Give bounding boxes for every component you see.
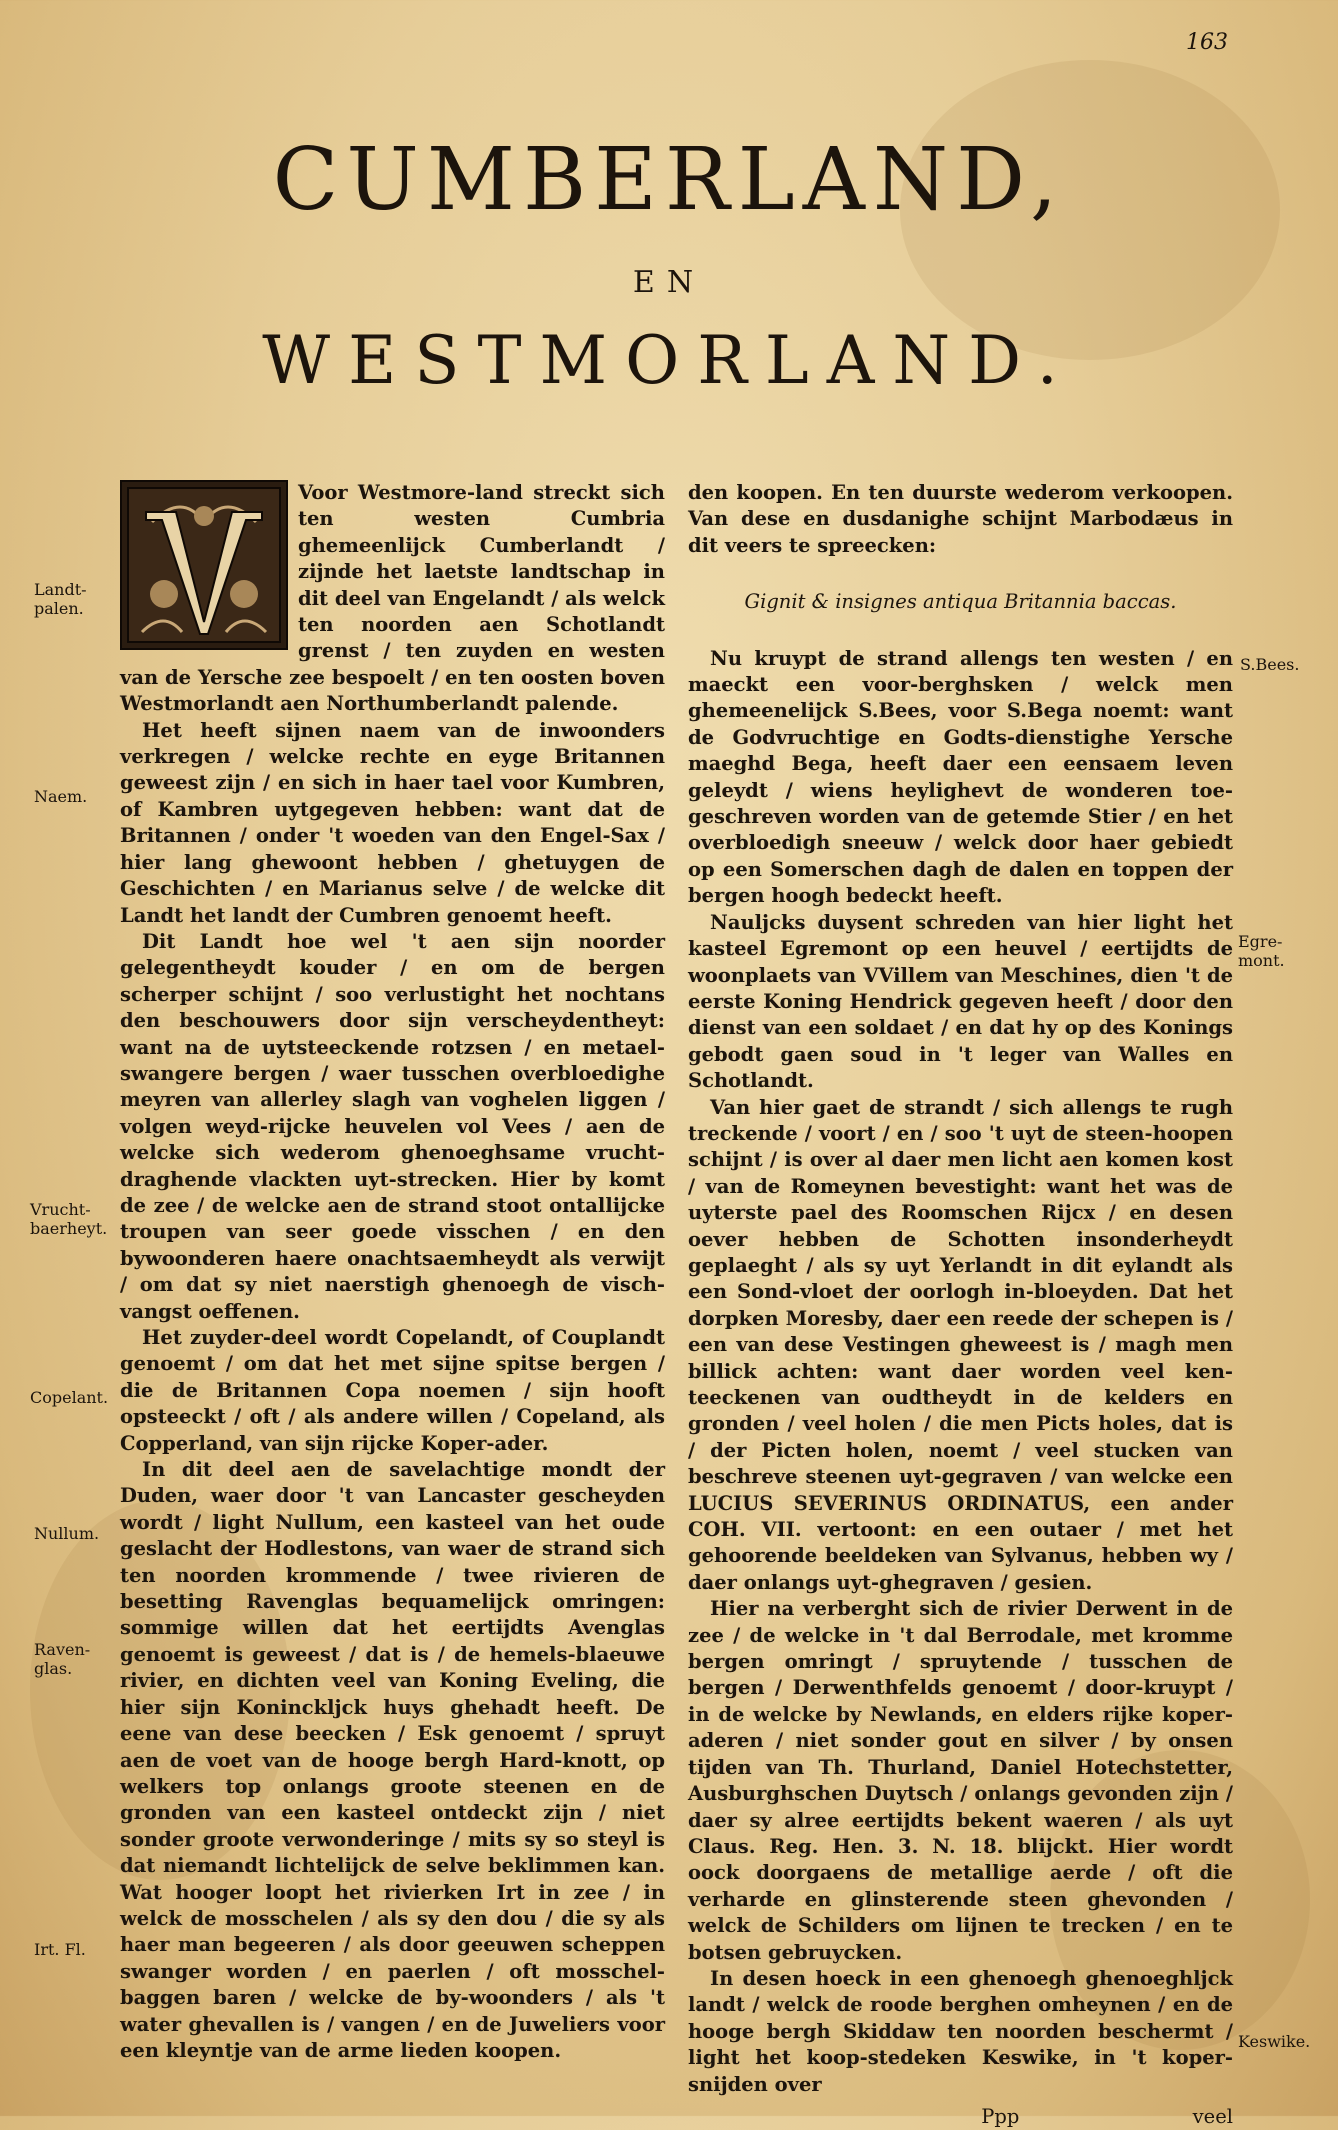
page-footer — [688, 2104, 1233, 2130]
margin-note-ravenglas: Raven-glas. — [34, 1640, 91, 1678]
decorated-initial-v-icon — [120, 480, 288, 650]
paragraph: den koopen. En ten duurste wederom verkoopen. Van dese en dusdanighe schijnt Marbodæus in dit veers te spreecken: — [688, 481, 1233, 557]
margin-note-copelant: Copelant. — [30, 1388, 109, 1407]
page-title: CUMBERLAND, — [272, 130, 1066, 230]
margin-note-irt: Irt. Fl. — [34, 1940, 86, 1959]
margin-note-keswike: Keswike. — [1238, 2032, 1311, 2051]
paragraph: Het zuyder-deel wordt Copelandt, of Couplandt genoemt / om dat het met sijne spitse bergen / die de Britannen Copa noemen / sijn hooft opsteeckt / oft / als andere willen / Copeland, als Copperland, van sijn rijcke Koper-ader. — [120, 1326, 665, 1455]
paragraph: Nauljcks duysent schreden van hier light het kasteel Egremont op een heuvel / eertijdts de woonplaets van VVillem van Meschines, dien 't de eerste Koning Hendrick gegeven heeft / door den dienst van een soldaet / en dat hy op des Konings gebodt gaen soud in 't leger van Walles en Schotlandt. — [688, 910, 1233, 1093]
latin-quote: Gignit & insignes antiqua Britannia baccas. — [744, 590, 1177, 614]
paragraph: In desen hoeck in een ghenoegh ghenoeghljck landt / welck de roode berghen omheynen / en de hooge bergh Skiddaw ten noorden beschermt / light het koop-stedeken Keswike, in 't koper-snijden over — [688, 1966, 1233, 2096]
margin-note-landtpalen: Landt-palen. — [34, 580, 87, 618]
page-number: 163 — [1186, 30, 1228, 55]
margin-note-sbees: S.Bees. — [1240, 655, 1300, 674]
paragraph: Hier na verberght sich de rivier Derwent in de zee / de welcke in 't dal Berrodale, met kromme bergen omringt / spruytende / tusschen de bergen / Derwenthfelds genoemt / door-kruypt / in de welcke by Newlands, en elders rijke koper-aderen / niet sonder gout en silver / by onsen tijden van Th. Thurland, Daniel Hotechstetter, Ausburghschen Duytsch / onlangs gevonden zijn / daer sy alree eertijdts bekent waeren / als uyt Claus. Reg. Hen. 3. N. 18. blijckt. Hier wordt oock doorgaens de metallige aerde / oft die verharde en glinsterende steen ghevonden / welck de Schilders om lijnen te trecken / en te botsen gebruycken. — [688, 1597, 1233, 1964]
margin-note-egremont: Egre-mont. — [1238, 932, 1285, 970]
signature-mark: Ppp — [981, 2104, 1020, 2128]
margin-note-naem: Naem. — [34, 787, 88, 806]
paragraph: Voor Westmore-land streckt sich ten westen Cumbria ghemeenlijck Cumberlandt / zijnde het laetste landtschap in dit deel van Engelandt / als welck ten noorden aen Schotlandt grenst / ten zuyden en westen van de Yersche zee bespoelt / en ten oosten boven Westmorlandt aen Northumberlandt palende. — [120, 481, 665, 716]
paragraph: In dit deel aen de savelachtige mondt der Duden, waer door 't van Lancaster gescheyden wordt / light Nullum, een kasteel van het oude geslacht der Hodlestons, van waer de strand sich ten noorden krommende / twee rivieren de besetting Ravenglas bequamelijck omringen: sommige willen dat het eertijdts Avenglas genoemt is geweest / dat is / de hemels-blaeuwe rivier, en dichten veel van Koning Eveling, die hier sijn Koninckljck huys ghehadt heeft. De eene van dese beecken / Esk genoemt / spruyt aen de voet van de hooge bergh Hard-knott, op welkers top onlangs groote steenen en de gronden van een kasteel ontdeckt zijn / niet sonder groote verwonderinge / mits sy so steyl is dat niemandt lichtelijck de selve beklimmen kan. Wat hooger loopt het rivierken Irt in zee / in welck de mosschelen / als sy den dou / die sy als haer man begeeren / als door geeuwen scheppen swanger worden / en paerlen / oft mosschel-baggen baren / welcke de by-woonders / als 't water ghevallen is / vangen / en de Juweliers voor een kleyntje van de arme lieden koopen. — [120, 1458, 665, 2062]
catchword: veel — [1192, 2104, 1233, 2128]
left-column — [120, 480, 665, 2064]
margin-note-nullum: Nullum. — [34, 1524, 100, 1543]
margin-note-vruchtbaerheyt: Vrucht-baerheyt. — [30, 1200, 108, 1238]
paragraph: Het heeft sijnen naem van de inwoonders verkregen / welcke rechte en eyge Britannen geweest zijn / en sich in haer tael voor Kumbren, of Kambren uytgegeven hebben: want dat de Britannen / onder 't woeden van den Engel-Sax / hier lang ghewoont hebben / ghetuygen de Geschichten / en Marianus selve / de welcke dit Landt het landt der Cumbren genoemt heeft. — [120, 718, 665, 927]
paragraph: Van hier gaet de strandt / sich allengs te rugh treckende / voort / en / soo 't uyt de steen-hoopen schijnt / is over al daer men licht aen komen kost / van de Romeynen bevestight: want het was de uyterste pael des Roomschen Rijcx / en desen oever hebben de Schotten insonderheydt geplaeght / als sy uyt Yerlandt in dit eylandt als een Sond-vloet der oorlogh in-bloeyden. Dat het dorpken Moresby, daer een reede der schepen is / een van dese Vestingen gheweest is / magh men billick achten: want daer worden veel ken-teeckenen van oudtheydt in de kelders en gronden / veel holen / die men Picts holes, dat is / der Picten holen, noemt / veel stucken van beschreve steenen uyt-gegraven / van welcke een LUCIUS SEVERINUS ORDINATUS, een ander COH. VII. vertoont: en een outaer / met het gehoorende beeldeken van Sylvanus, hebben wy / daer onlangs uyt-ghegraven / gesien. — [688, 1095, 1233, 1594]
title-connector: EN — [632, 265, 706, 300]
paragraph: Dit Landt hoe wel 't aen sijn noorder gelegentheydt kouder / en om de bergen scherper schijnt / soo verlustight het nochtans den beschouwers door sijn verscheydentheyt: want na de uytsteeckende rotzsen / en metael-swangere bergen / waer tusschen overbloedighe meyren van allerley slagh van voghelen liggen / volgen weyd-rijcke heuvelen vol Vees / aen de welcke sich wederom ghenoeghsame vrucht-draghende vlackten uyt-strecken. Hier by komt de zee / de welcke aen de strand stoot ontallijcke troupen van seer goede visschen / en den bywoonderen haere onachtsaemheydt als verwijt / om dat sy niet naerstigh ghenoegh de visch-vangst oeffenen. — [120, 929, 665, 1323]
page-subtitle: WESTMORLAND. — [262, 322, 1076, 399]
right-column — [688, 480, 1233, 2130]
paragraph: Nu kruypt de strand allengs ten westen / en maeckt een voor-berghsken / welck men ghemeenelijck S.Bees, voor S.Bega noemt: want de Godvruchtige en Godts-dienstighe Yersche maeghd Bega, heeft daer een eensaem leven geleydt / wiens heylighevt de wonderen toe-geschreven worden van de getemde Stier / en het overbloedigh sneeuw / welck door haer gebiedt op een Somerschen dagh de dalen en toppen der bergen hoogh bedeckt heeft. — [688, 646, 1233, 908]
